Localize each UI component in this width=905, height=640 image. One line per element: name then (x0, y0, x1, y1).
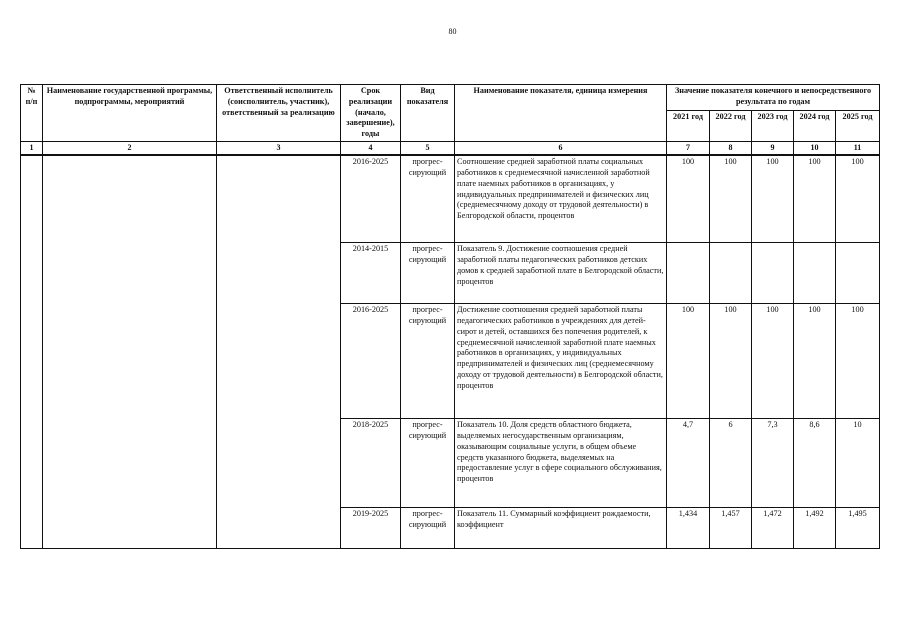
value-2023: 7,3 (752, 419, 794, 508)
indicator-name-cell: Показатель 10. Доля средств областного бюджета, выделяемых негосударственным организациям, оказывающим социальные услуги, в общем объеме средств указанного бюджета, выделяемых на предоставление услуг в сфере социального обслуживания, процентов (455, 419, 667, 508)
period-cell: 2016-2025 (341, 304, 401, 419)
column-number: 10 (794, 142, 836, 156)
row-number-cell (21, 155, 43, 549)
value-2022: 100 (710, 155, 752, 243)
value-2021 (667, 243, 710, 304)
value-2021: 100 (667, 155, 710, 243)
header-program-name: Наименование государственной программы, подпрограммы, мероприятий (43, 85, 217, 142)
header-year-2023: 2023 год (752, 111, 794, 142)
period-cell: 2018-2025 (341, 419, 401, 508)
header-col-number: № п/п (21, 85, 43, 142)
column-number: 8 (710, 142, 752, 156)
column-number: 5 (401, 142, 455, 156)
value-2025: 10 (836, 419, 880, 508)
value-2024: 8,6 (794, 419, 836, 508)
value-2023: 100 (752, 155, 794, 243)
value-2025: 100 (836, 155, 880, 243)
header-values-group: Значение показателя конечного и непосредственного результата по годам (667, 85, 880, 111)
value-2022: 100 (710, 304, 752, 419)
table-row (21, 155, 880, 243)
period-cell: 2014-2015 (341, 243, 401, 304)
value-2021: 100 (667, 304, 710, 419)
value-2021: 1,434 (667, 508, 710, 549)
period-cell: 2019-2025 (341, 508, 401, 549)
value-2023: 100 (752, 304, 794, 419)
column-numbers-row (21, 142, 880, 156)
value-2025 (836, 243, 880, 304)
indicator-kind-cell: прогрес-сирующий (401, 419, 455, 508)
column-number: 7 (667, 142, 710, 156)
value-2023: 1,472 (752, 508, 794, 549)
value-2021: 4,7 (667, 419, 710, 508)
header-executor: Ответственный исполнитель (соисполнитель, участник), ответственный за реализацию (217, 85, 341, 142)
value-2022: 6 (710, 419, 752, 508)
column-number: 9 (752, 142, 794, 156)
value-2022: 1,457 (710, 508, 752, 549)
indicator-name-cell: Соотношение средней заработной платы социальных работников к среднемесячной начисленной заработной плате наемных работников в организациях, у индивидуальных предпринимателей и физических лиц (среднемесячному доходу от трудовой деятельности) в Белгородской области, процентов (455, 155, 667, 243)
column-number: 2 (43, 142, 217, 156)
header-year-2024: 2024 год (794, 111, 836, 142)
column-number: 11 (836, 142, 880, 156)
value-2023 (752, 243, 794, 304)
column-number: 4 (341, 142, 401, 156)
column-number: 1 (21, 142, 43, 156)
indicator-kind-cell: прогрес-сирующий (401, 155, 455, 243)
page-number: 80 (448, 27, 457, 36)
indicator-kind-cell: прогрес-сирующий (401, 304, 455, 419)
column-number: 3 (217, 142, 341, 156)
indicator-name-cell: Показатель 11. Суммарный коэффициент рождаемости, коэффициент (455, 508, 667, 549)
header-year-2025: 2025 год (836, 111, 880, 142)
value-2022 (710, 243, 752, 304)
indicator-kind-cell: прогрес-сирующий (401, 243, 455, 304)
column-number: 6 (455, 142, 667, 156)
value-2024: 100 (794, 304, 836, 419)
header-period: Срок реализации (начало, завершение), годы (341, 85, 401, 142)
value-2025: 1,495 (836, 508, 880, 549)
period-cell: 2016-2025 (341, 155, 401, 243)
indicator-kind-cell: прогрес-сирующий (401, 508, 455, 549)
program-name-cell (43, 155, 217, 549)
header-year-2021: 2021 год (667, 111, 710, 142)
indicator-name-cell: Показатель 9. Достижение соотношения средней заработной платы педагогических работников детских домов к средней заработной плате в Белгородской области, процентов (455, 243, 667, 304)
value-2024 (794, 243, 836, 304)
executor-cell (217, 155, 341, 549)
value-2024: 1,492 (794, 508, 836, 549)
indicators-table (20, 84, 880, 549)
header-indicator-kind: Вид показателя (401, 85, 455, 142)
header-indicator-name: Наименование показателя, единица измерения (455, 85, 667, 142)
value-2025: 100 (836, 304, 880, 419)
indicator-name-cell: Достижение соотношения средней заработной платы педагогических работников в учреждениях для детей-сирот и детей, оставшихся без попечения родителей, к среднемесячной начисленной заработной плате наемных работников в организациях, у индивидуальных предпринимателей и физических лиц (среднемесячному доходу от трудовой деятельности) в Белгородской области, процентов (455, 304, 667, 419)
header-year-2022: 2022 год (710, 111, 752, 142)
value-2024: 100 (794, 155, 836, 243)
